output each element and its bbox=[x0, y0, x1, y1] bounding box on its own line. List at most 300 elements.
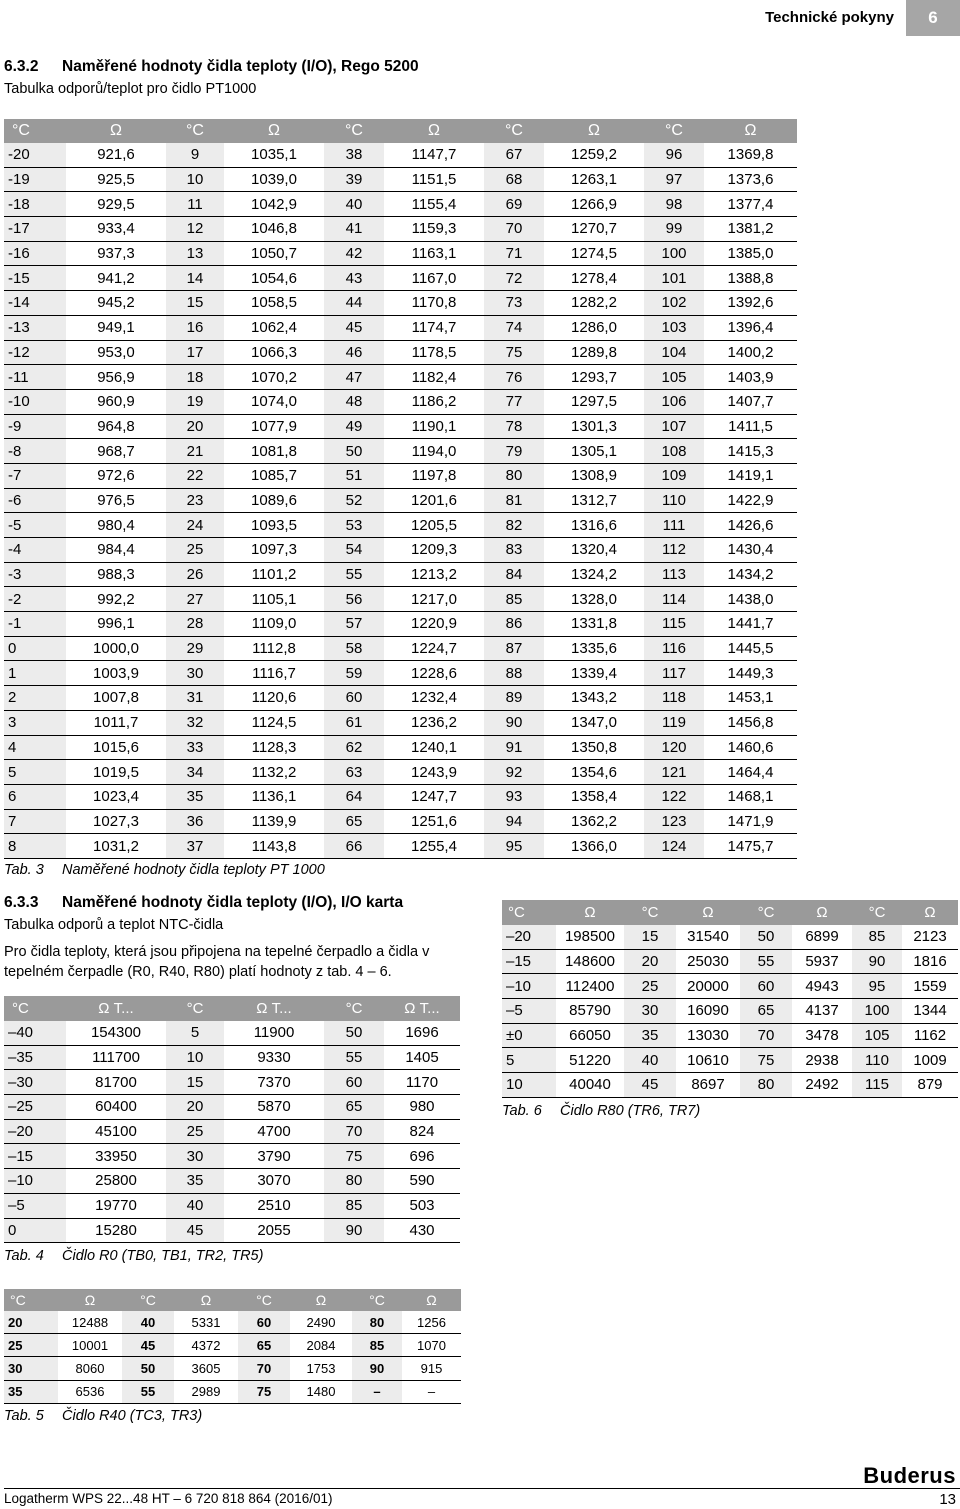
table-cell: 1097,3 bbox=[224, 538, 324, 563]
table-cell: 120 bbox=[644, 735, 704, 760]
table-cell: 34 bbox=[166, 760, 224, 785]
table-cell: 1240,1 bbox=[384, 735, 484, 760]
table-cell: 1270,7 bbox=[544, 217, 644, 242]
table-cell: 59 bbox=[324, 661, 384, 686]
table-cell: 1213,2 bbox=[384, 562, 484, 587]
table-cell: 97 bbox=[644, 167, 704, 192]
table-cell: 15 bbox=[166, 1070, 224, 1095]
table-cell: 67 bbox=[484, 143, 544, 167]
table-cell: -15 bbox=[4, 266, 66, 291]
table-cell: 39 bbox=[324, 167, 384, 192]
table-cell: 1 bbox=[4, 661, 66, 686]
column-header: Ω bbox=[58, 1289, 122, 1311]
table-cell: 3790 bbox=[224, 1144, 324, 1169]
column-header: °C bbox=[624, 900, 676, 925]
table-cell: 115 bbox=[644, 612, 704, 637]
table-cell: 1232,4 bbox=[384, 686, 484, 711]
table-cell: –10 bbox=[4, 1169, 66, 1194]
table-cell: 15 bbox=[624, 925, 676, 949]
table-cell: 118 bbox=[644, 686, 704, 711]
table-cell: 47 bbox=[324, 365, 384, 390]
table-cell: 3 bbox=[4, 710, 66, 735]
table-cell: -2 bbox=[4, 587, 66, 612]
table-cell: 60 bbox=[740, 974, 792, 999]
table-cell: 45 bbox=[122, 1334, 174, 1357]
table-row bbox=[4, 389, 797, 414]
table-cell: 28 bbox=[166, 612, 224, 637]
table-cell: 108 bbox=[644, 439, 704, 464]
column-header: Ω bbox=[902, 900, 958, 925]
table-cell: 24 bbox=[166, 513, 224, 538]
table-cell: 1419,1 bbox=[704, 463, 797, 488]
table-cell: 12 bbox=[166, 217, 224, 242]
table-cell: 1217,0 bbox=[384, 587, 484, 612]
table-cell: 937,3 bbox=[66, 241, 166, 266]
table-cell: 117 bbox=[644, 661, 704, 686]
table-cell: 50 bbox=[740, 925, 792, 949]
table-cell: 61 bbox=[324, 710, 384, 735]
table-cell: 4137 bbox=[792, 999, 852, 1024]
column-header: °C bbox=[4, 119, 66, 143]
table-cell: 1139,9 bbox=[224, 809, 324, 834]
table-cell: 25 bbox=[166, 538, 224, 563]
paragraph-line-1: Pro čidla teploty, která jsou připojena na tepelné čerpadlo a čidla v bbox=[4, 944, 430, 960]
table-cell: 1344 bbox=[902, 999, 958, 1024]
table-cell: 52 bbox=[324, 488, 384, 513]
column-header: Ω bbox=[290, 1289, 352, 1311]
table-caption bbox=[4, 861, 325, 879]
table-row bbox=[4, 1144, 460, 1169]
table-cell: 1324,2 bbox=[544, 562, 644, 587]
table-cell: 44 bbox=[324, 291, 384, 316]
table-cell: 115 bbox=[852, 1073, 902, 1098]
table-row bbox=[4, 735, 797, 760]
table-cell: 30 bbox=[4, 1357, 58, 1380]
table-cell: 121 bbox=[644, 760, 704, 785]
table-cell: 1050,7 bbox=[224, 241, 324, 266]
table-number: Tab. 5 bbox=[4, 1408, 44, 1424]
table-cell: 1042,9 bbox=[224, 192, 324, 217]
table-cell: 1301,3 bbox=[544, 414, 644, 439]
table-row bbox=[4, 1193, 460, 1218]
table-cell: 1197,8 bbox=[384, 463, 484, 488]
table-row bbox=[4, 513, 797, 538]
table-cell: 80 bbox=[352, 1311, 402, 1334]
table-cell: 1335,6 bbox=[544, 636, 644, 661]
table-cell: -18 bbox=[4, 192, 66, 217]
table-cell: 84 bbox=[484, 562, 544, 587]
table-cell: 1328,0 bbox=[544, 587, 644, 612]
table-cell: 1035,1 bbox=[224, 143, 324, 167]
table-cell: 100 bbox=[644, 241, 704, 266]
table-cell: 879 bbox=[902, 1073, 958, 1098]
table-row bbox=[4, 784, 797, 809]
table-cell: 10 bbox=[166, 167, 224, 192]
table-cell: 1343,2 bbox=[544, 686, 644, 711]
table-cell: 1182,4 bbox=[384, 365, 484, 390]
column-header: °C bbox=[4, 996, 66, 1021]
section-6-3-3-heading bbox=[4, 894, 403, 912]
table-cell: 5870 bbox=[224, 1095, 324, 1120]
table-cell: 1438,0 bbox=[704, 587, 797, 612]
table-cell: 964,8 bbox=[66, 414, 166, 439]
table-cell: 80 bbox=[484, 463, 544, 488]
table-cell: 60 bbox=[324, 1070, 384, 1095]
table-cell: 111700 bbox=[66, 1045, 166, 1070]
table-cell: 19770 bbox=[66, 1193, 166, 1218]
column-header: °C bbox=[166, 996, 224, 1021]
table-cell: -17 bbox=[4, 217, 66, 242]
table-cell: 2123 bbox=[902, 925, 958, 949]
table-cell: 1358,4 bbox=[544, 784, 644, 809]
table-row bbox=[502, 949, 958, 974]
table-row bbox=[4, 587, 797, 612]
table-cell: 1009 bbox=[902, 1048, 958, 1073]
table-cell: 81 bbox=[484, 488, 544, 513]
table-cell: 1445,5 bbox=[704, 636, 797, 661]
table-cell: 1101,2 bbox=[224, 562, 324, 587]
table-cell: 1143,8 bbox=[224, 834, 324, 859]
table-cell: 1089,6 bbox=[224, 488, 324, 513]
table-cell: 29 bbox=[166, 636, 224, 661]
table-cell: 23 bbox=[166, 488, 224, 513]
table-cell: 8697 bbox=[676, 1073, 740, 1098]
table-cell: 1373,6 bbox=[704, 167, 797, 192]
table-cell: 55 bbox=[324, 1045, 384, 1070]
table-cell: 1456,8 bbox=[704, 710, 797, 735]
table-cell: 1350,8 bbox=[544, 735, 644, 760]
table-cell: 9 bbox=[166, 143, 224, 167]
table-cell: -19 bbox=[4, 167, 66, 192]
table-cell: 90 bbox=[324, 1218, 384, 1243]
table-cell: –10 bbox=[502, 974, 556, 999]
table-row bbox=[4, 562, 797, 587]
table-cell: 1400,2 bbox=[704, 340, 797, 365]
table-cell: 590 bbox=[384, 1169, 460, 1194]
table-caption-text: Čidlo R40 (TC3, TR3) bbox=[62, 1408, 203, 1424]
table-row bbox=[4, 1095, 460, 1120]
table-row bbox=[4, 291, 797, 316]
table-header-row bbox=[4, 996, 460, 1021]
table-cell: -8 bbox=[4, 439, 66, 464]
table-cell: 35 bbox=[624, 1023, 676, 1048]
table-cell: 58 bbox=[324, 636, 384, 661]
table-cell: 85790 bbox=[556, 999, 624, 1024]
table-cell: 103 bbox=[644, 315, 704, 340]
table-cell: 7370 bbox=[224, 1070, 324, 1095]
table-cell: 33 bbox=[166, 735, 224, 760]
table-number: Tab. 3 bbox=[4, 862, 44, 878]
table-cell: 980,4 bbox=[66, 513, 166, 538]
table-cell: 94 bbox=[484, 809, 544, 834]
table-row bbox=[4, 192, 797, 217]
table-cell: 40 bbox=[122, 1311, 174, 1334]
table-cell: 21 bbox=[166, 439, 224, 464]
table-cell: 1003,9 bbox=[66, 661, 166, 686]
table-cell: 50 bbox=[324, 439, 384, 464]
table-cell: 22 bbox=[166, 463, 224, 488]
table-cell: 45 bbox=[166, 1218, 224, 1243]
table-row bbox=[4, 241, 797, 266]
table-cell: 1282,2 bbox=[544, 291, 644, 316]
table-cell: 929,5 bbox=[66, 192, 166, 217]
header-title: Technické pokyny bbox=[765, 9, 894, 26]
table-caption bbox=[502, 1102, 700, 1120]
table-cell: 5 bbox=[166, 1021, 224, 1045]
table-cell: 1236,2 bbox=[384, 710, 484, 735]
table-cell: 55 bbox=[122, 1380, 174, 1403]
table-cell: 73 bbox=[484, 291, 544, 316]
table-cell: 1243,9 bbox=[384, 760, 484, 785]
table-cell: 65 bbox=[324, 809, 384, 834]
table-row bbox=[4, 143, 797, 167]
table-cell: 110 bbox=[852, 1048, 902, 1073]
table-row bbox=[502, 1048, 958, 1073]
r80-table bbox=[502, 900, 958, 1098]
table-cell: 65 bbox=[740, 999, 792, 1024]
section-number: 6.3.2 bbox=[4, 58, 39, 75]
table-row bbox=[4, 266, 797, 291]
table-cell: 56 bbox=[324, 587, 384, 612]
table-row bbox=[4, 612, 797, 637]
table-cell: 1031,2 bbox=[66, 834, 166, 859]
table-cell: 1136,1 bbox=[224, 784, 324, 809]
table-cell: 1147,7 bbox=[384, 143, 484, 167]
column-header: Ω bbox=[704, 119, 797, 143]
table-cell: 2938 bbox=[792, 1048, 852, 1073]
table-cell: 25030 bbox=[676, 949, 740, 974]
table-cell: 62 bbox=[324, 735, 384, 760]
table-cell: 85 bbox=[324, 1193, 384, 1218]
table-cell: 90 bbox=[852, 949, 902, 974]
table-cell: –20 bbox=[502, 925, 556, 949]
column-header: °C bbox=[238, 1289, 290, 1311]
column-header: Ω bbox=[384, 119, 484, 143]
table-cell: – bbox=[352, 1380, 402, 1403]
table-cell: 6536 bbox=[58, 1380, 122, 1403]
column-header: Ω T... bbox=[384, 996, 460, 1021]
table-cell: 57 bbox=[324, 612, 384, 637]
table-cell: 1000,0 bbox=[66, 636, 166, 661]
table-cell: 1077,9 bbox=[224, 414, 324, 439]
table-cell: 31540 bbox=[676, 925, 740, 949]
table-cell: 20 bbox=[166, 414, 224, 439]
table-cell: 10610 bbox=[676, 1048, 740, 1073]
table-cell: 1426,6 bbox=[704, 513, 797, 538]
table-cell: 503 bbox=[384, 1193, 460, 1218]
table-cell: 1256 bbox=[402, 1311, 461, 1334]
table-row bbox=[4, 167, 797, 192]
table-cell: 949,1 bbox=[66, 315, 166, 340]
table-cell: 93 bbox=[484, 784, 544, 809]
table-row bbox=[502, 999, 958, 1024]
table-cell: 27 bbox=[166, 587, 224, 612]
table-cell: -10 bbox=[4, 389, 66, 414]
table-cell: 83 bbox=[484, 538, 544, 563]
table-cell: 1209,3 bbox=[384, 538, 484, 563]
table-cell: 1062,4 bbox=[224, 315, 324, 340]
table-cell: 1105,1 bbox=[224, 587, 324, 612]
table-cell: 1339,4 bbox=[544, 661, 644, 686]
table-cell: -3 bbox=[4, 562, 66, 587]
table-cell: 1093,5 bbox=[224, 513, 324, 538]
table-cell: 1116,7 bbox=[224, 661, 324, 686]
table-cell: 1255,4 bbox=[384, 834, 484, 859]
table-caption bbox=[4, 1407, 202, 1425]
table-row bbox=[4, 1119, 460, 1144]
table-cell: 1247,7 bbox=[384, 784, 484, 809]
table-cell: 824 bbox=[384, 1119, 460, 1144]
table-cell: 11 bbox=[166, 192, 224, 217]
table-cell: 10001 bbox=[58, 1334, 122, 1357]
table-row bbox=[4, 686, 797, 711]
table-cell: 3070 bbox=[224, 1169, 324, 1194]
table-cell: 88 bbox=[484, 661, 544, 686]
table-cell: 1403,9 bbox=[704, 365, 797, 390]
table-cell: 2510 bbox=[224, 1193, 324, 1218]
table-cell: 75 bbox=[740, 1048, 792, 1073]
table-cell: 1054,6 bbox=[224, 266, 324, 291]
table-cell: 1369,8 bbox=[704, 143, 797, 167]
table-cell: 35 bbox=[166, 784, 224, 809]
table-cell: 1167,0 bbox=[384, 266, 484, 291]
table-cell: 1441,7 bbox=[704, 612, 797, 637]
table-cell: 90 bbox=[484, 710, 544, 735]
table-cell: 1220,9 bbox=[384, 612, 484, 637]
table-cell: 51220 bbox=[556, 1048, 624, 1073]
table-cell: 1058,5 bbox=[224, 291, 324, 316]
table-row bbox=[4, 809, 797, 834]
table-cell: 1128,3 bbox=[224, 735, 324, 760]
table-cell: 1027,3 bbox=[66, 809, 166, 834]
table-cell: 148600 bbox=[556, 949, 624, 974]
column-header: Ω bbox=[556, 900, 624, 925]
table-cell: 988,3 bbox=[66, 562, 166, 587]
table-cell: 933,4 bbox=[66, 217, 166, 242]
table-cell: 4372 bbox=[174, 1334, 238, 1357]
r40-table bbox=[4, 1289, 461, 1404]
table-cell: –5 bbox=[502, 999, 556, 1024]
table-cell: 15280 bbox=[66, 1218, 166, 1243]
table-cell: 30 bbox=[624, 999, 676, 1024]
table-row bbox=[4, 760, 797, 785]
table-cell: 122 bbox=[644, 784, 704, 809]
table-cell: –20 bbox=[4, 1119, 66, 1144]
table-cell: 1163,1 bbox=[384, 241, 484, 266]
table-cell: 1816 bbox=[902, 949, 958, 974]
table-cell: –25 bbox=[4, 1095, 66, 1120]
column-header: °C bbox=[324, 996, 384, 1021]
column-header: Ω bbox=[224, 119, 324, 143]
table-cell: 55 bbox=[740, 949, 792, 974]
table-cell: 1289,8 bbox=[544, 340, 644, 365]
section-title: Naměřené hodnoty čidla teploty (I/O), Rego 5200 bbox=[62, 58, 419, 75]
table-cell: 3478 bbox=[792, 1023, 852, 1048]
table-cell: 68 bbox=[484, 167, 544, 192]
table-cell: 112 bbox=[644, 538, 704, 563]
table-cell: 70 bbox=[324, 1119, 384, 1144]
table-cell: 112400 bbox=[556, 974, 624, 999]
table-header-row bbox=[502, 900, 958, 925]
table-cell: 105 bbox=[644, 365, 704, 390]
table-cell: 198500 bbox=[556, 925, 624, 949]
table-cell: 154300 bbox=[66, 1021, 166, 1045]
table-cell: 20000 bbox=[676, 974, 740, 999]
table-cell: 11900 bbox=[224, 1021, 324, 1045]
table-cell: 20 bbox=[624, 949, 676, 974]
table-cell: 16090 bbox=[676, 999, 740, 1024]
table-row bbox=[502, 1023, 958, 1048]
table-cell: 1696 bbox=[384, 1021, 460, 1045]
table-cell: 40 bbox=[624, 1048, 676, 1073]
table-cell: 1471,9 bbox=[704, 809, 797, 834]
table-cell: 9330 bbox=[224, 1045, 324, 1070]
table-caption-text: Čidlo R0 (TB0, TB1, TR2, TR5) bbox=[62, 1248, 264, 1264]
table-cell: 25 bbox=[166, 1119, 224, 1144]
table-row bbox=[4, 365, 797, 390]
section-number: 6.3.3 bbox=[4, 894, 39, 911]
table-cell: 50 bbox=[324, 1021, 384, 1045]
table-cell: 1039,0 bbox=[224, 167, 324, 192]
table-cell: 1411,5 bbox=[704, 414, 797, 439]
table-cell: 945,2 bbox=[66, 291, 166, 316]
table-cell: 65 bbox=[324, 1095, 384, 1120]
table-cell: 40 bbox=[324, 192, 384, 217]
table-cell: 1205,5 bbox=[384, 513, 484, 538]
table-cell: 1396,4 bbox=[704, 315, 797, 340]
table-cell: 8060 bbox=[58, 1357, 122, 1380]
table-cell: 1019,5 bbox=[66, 760, 166, 785]
table-cell: 4943 bbox=[792, 974, 852, 999]
table-cell: 1407,7 bbox=[704, 389, 797, 414]
table-cell: 941,2 bbox=[66, 266, 166, 291]
table-cell: 1422,9 bbox=[704, 488, 797, 513]
table-cell: 106 bbox=[644, 389, 704, 414]
table-cell: 82 bbox=[484, 513, 544, 538]
table-cell: 1320,4 bbox=[544, 538, 644, 563]
table-cell: 1415,3 bbox=[704, 439, 797, 464]
table-caption-text: Naměřené hodnoty čidla teploty PT 1000 bbox=[62, 862, 325, 878]
table-cell: –35 bbox=[4, 1045, 66, 1070]
table-cell: 4700 bbox=[224, 1119, 324, 1144]
table-cell: 42 bbox=[324, 241, 384, 266]
table-cell: -11 bbox=[4, 365, 66, 390]
table-cell: 100 bbox=[852, 999, 902, 1024]
table-cell: 25800 bbox=[66, 1169, 166, 1194]
table-cell: 1174,7 bbox=[384, 315, 484, 340]
table-row bbox=[502, 974, 958, 999]
table-cell: 110 bbox=[644, 488, 704, 513]
column-header: °C bbox=[852, 900, 902, 925]
table-cell: 1007,8 bbox=[66, 686, 166, 711]
table-cell: 111 bbox=[644, 513, 704, 538]
page-number: 13 bbox=[939, 1491, 956, 1508]
table-cell: 101 bbox=[644, 266, 704, 291]
table-cell: 1170 bbox=[384, 1070, 460, 1095]
table-cell: 15 bbox=[166, 291, 224, 316]
table-cell: 33950 bbox=[66, 1144, 166, 1169]
table-cell: 40 bbox=[166, 1193, 224, 1218]
table-row bbox=[4, 1045, 460, 1070]
table-cell: 1178,5 bbox=[384, 340, 484, 365]
table-cell: 89 bbox=[484, 686, 544, 711]
table-cell: 124 bbox=[644, 834, 704, 859]
table-row bbox=[4, 1334, 461, 1357]
table-cell: 1278,4 bbox=[544, 266, 644, 291]
table-cell: 8 bbox=[4, 834, 66, 859]
table-cell: 960,9 bbox=[66, 389, 166, 414]
table-cell: 1362,2 bbox=[544, 809, 644, 834]
